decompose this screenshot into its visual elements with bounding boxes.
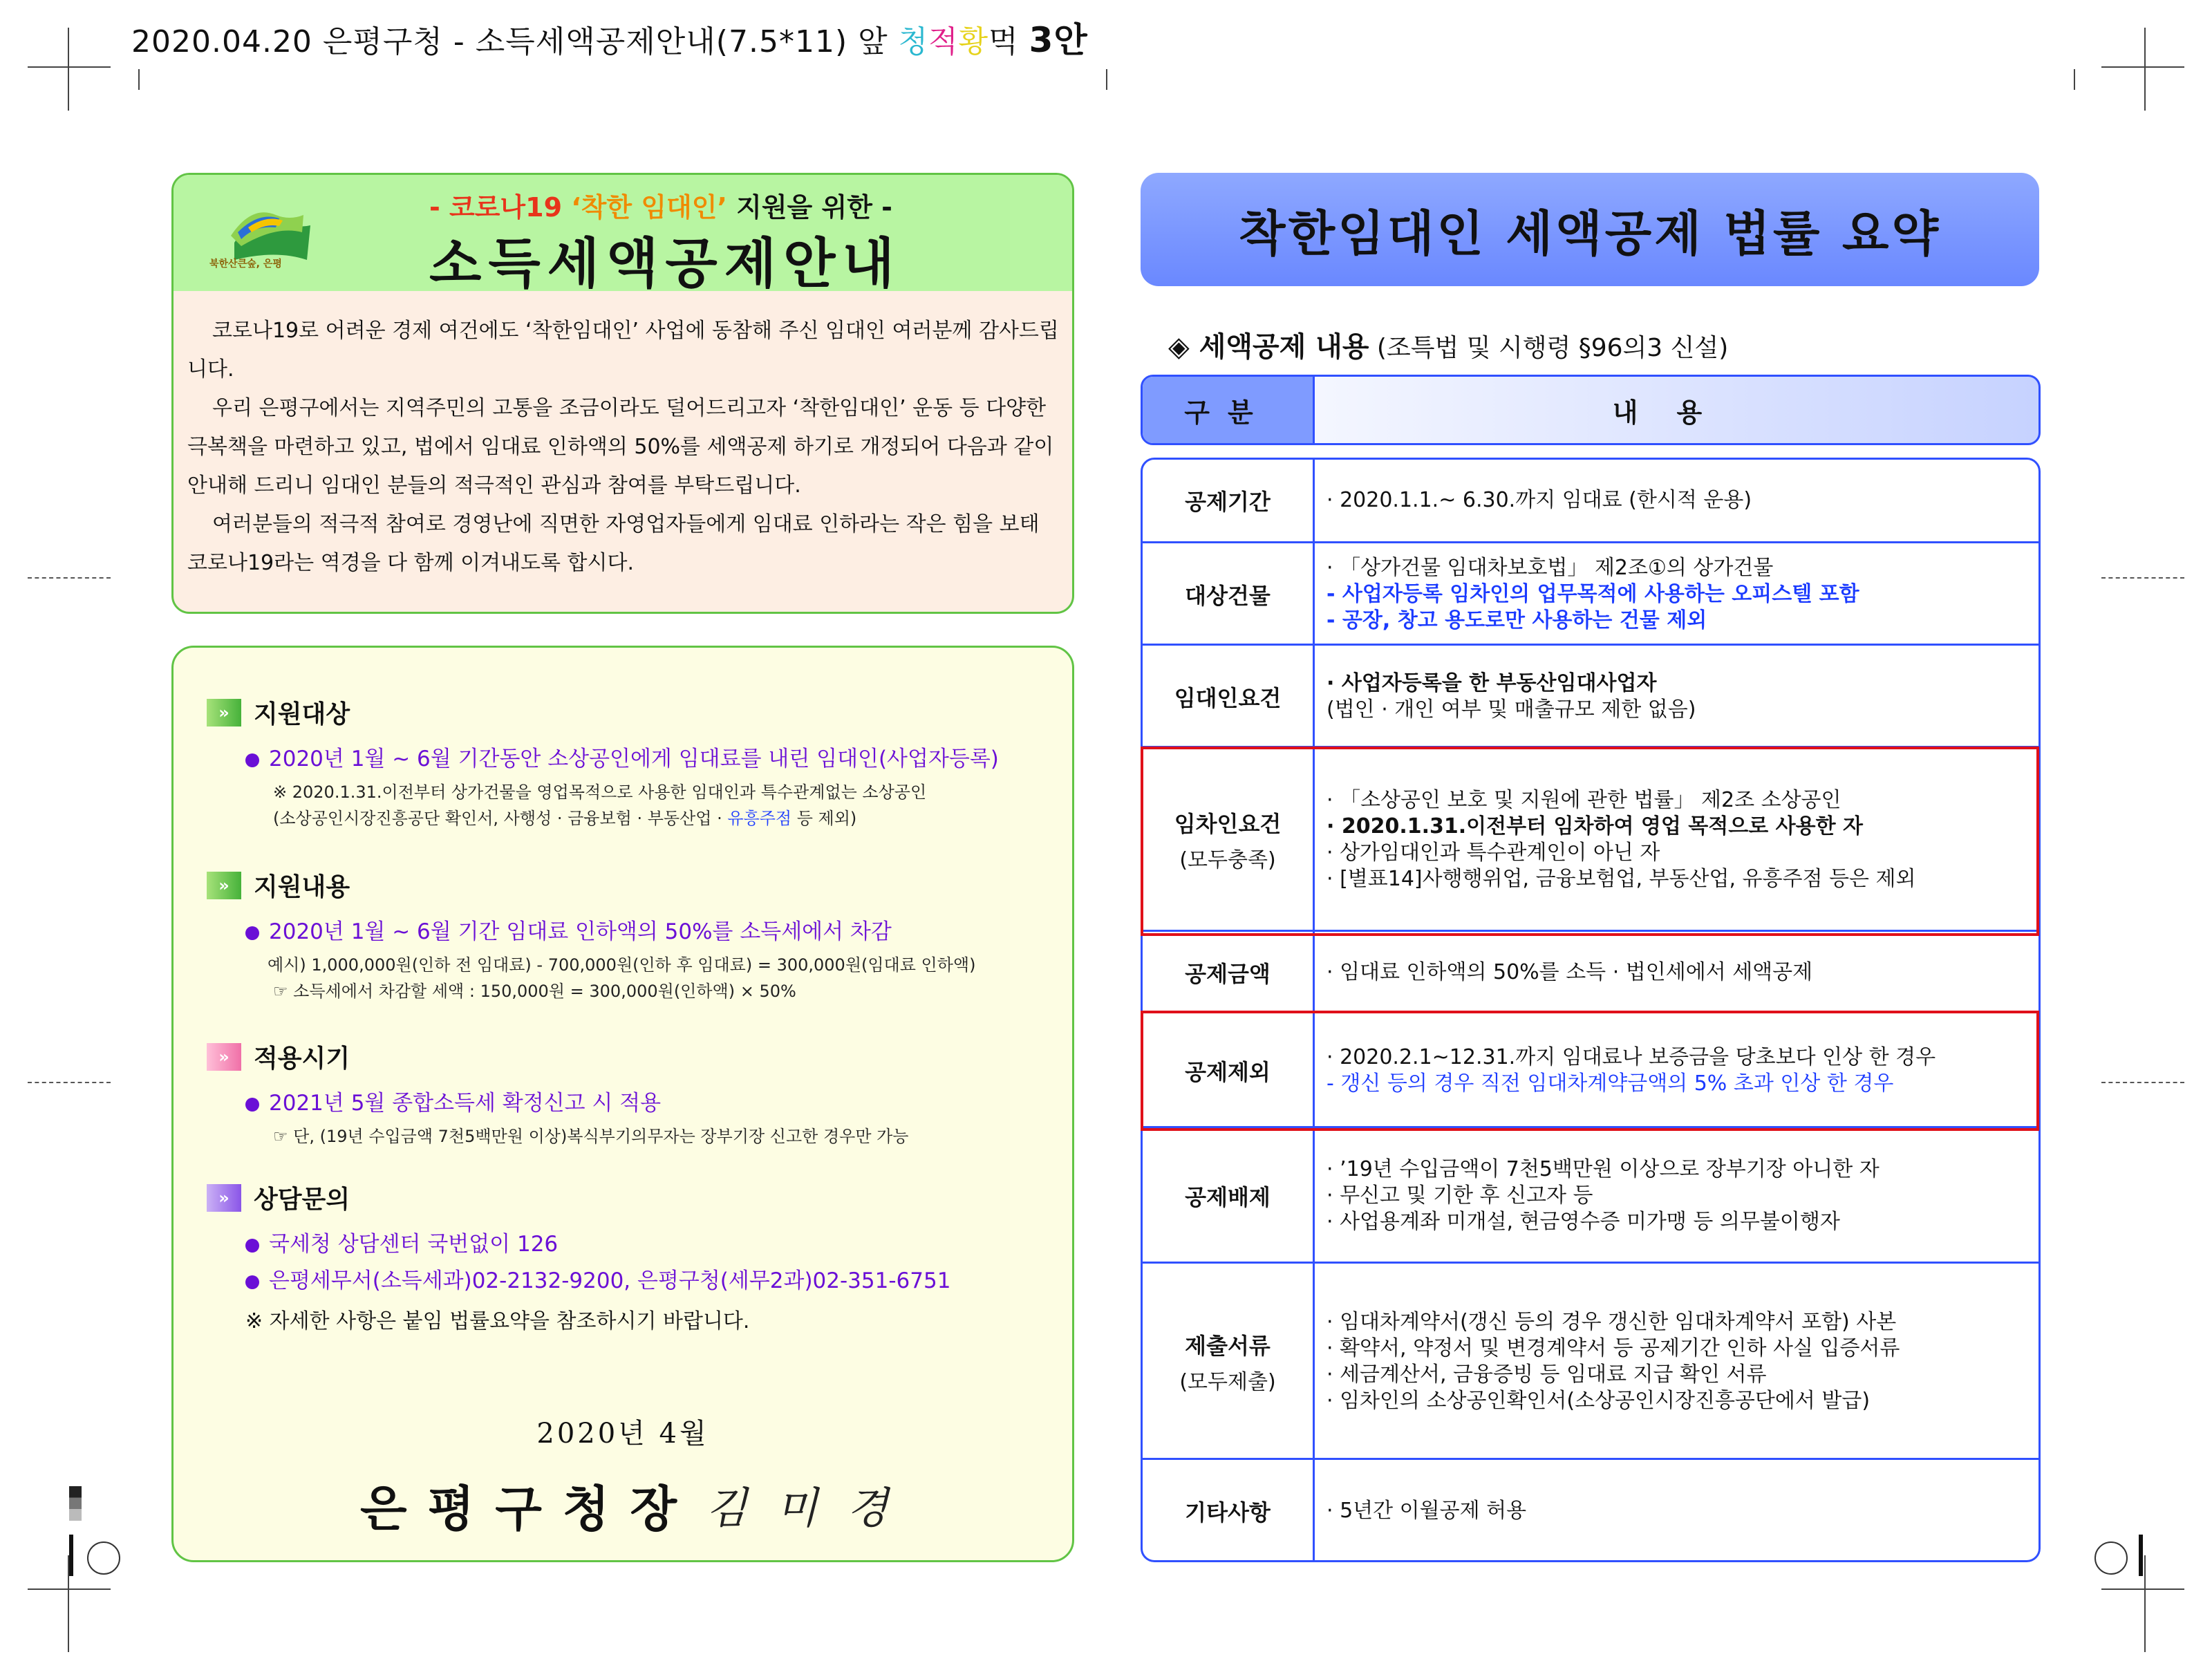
- row-line: · 임차인의 소상공인확인서(소상공인시장진흥공단에서 발급): [1327, 1389, 1871, 1413]
- note-part: 등 제외): [796, 809, 857, 828]
- section-label-text: ◈ 세액공제 내용: [1168, 331, 1369, 363]
- row-line: · 「상가건물 임대차보호법」 제2조①의 상가건물: [1327, 556, 1774, 580]
- header-color-yellow: 황: [958, 24, 989, 59]
- row-line: · 「소상공인 보호 및 지원에 관한 법률」 제2조 소상공인: [1327, 788, 1841, 812]
- header-color-black: 먹: [988, 24, 1019, 59]
- bullet-text: 2020년 1월 ~ 6월 기간동안 소상공인에게 임대료를 내린 임대인(사업자등록): [269, 747, 999, 771]
- bullet-dot-icon: [245, 926, 259, 940]
- row-line: · 임대차계약서(갱신 등의 경우 갱신한 임대차계약서 포함) 사본: [1327, 1310, 1897, 1334]
- row-line: · 무신고 및 기한 후 신고자 등: [1327, 1183, 1593, 1208]
- row-label-sub: (모두충족): [1179, 848, 1276, 872]
- row-label: [1143, 543, 1315, 646]
- intro-box: [171, 173, 1074, 614]
- logo-text: 북한산큰숲, 은평: [209, 259, 282, 270]
- section-title: 적용시기: [254, 1044, 350, 1073]
- row-label-text: 공제금액: [1185, 961, 1271, 987]
- table-row: [1143, 460, 2038, 541]
- signature: 김미경: [706, 1483, 917, 1533]
- support-info-box: [171, 646, 1074, 1562]
- table-row: [1143, 930, 2038, 1013]
- row-label-text: 제출서류: [1185, 1333, 1271, 1359]
- row-line: · ’19년 수입금액이 7천5백만원 이상으로 장부기장 아니한 자: [1327, 1157, 1880, 1181]
- row-label: [1143, 1128, 1315, 1264]
- intro-subtitle: [429, 186, 892, 224]
- law-summary-title-bar: [1141, 173, 2039, 286]
- chevron-right-icon: »: [207, 872, 241, 899]
- intro-paragraph: 우리 은평구에서는 지역주민의 고통을 조금이라도 덜어드리고자 ‘착한임대인’ 운동 등 다양한 극복책을 마련하고 있고, 법에서 임대료 인하액의 50%를 세액공제 하기로 개정되어 다음과 같이 안내해 드리니 임대인 분들의 적극적인 관심과 참여를 부탁드립니다.: [187, 396, 1054, 498]
- row-label-sub: (모두제출): [1179, 1370, 1276, 1394]
- law-summary-title: 착한임대인 세액공제 법률 요약: [1238, 205, 1942, 262]
- row-content: [1327, 1460, 2032, 1562]
- highlight-box-tenant-requirements: [1141, 747, 2039, 936]
- subtitle-highlight: ‘착한 임대인’: [571, 192, 727, 223]
- row-line: · 세금계산서, 금융증빙 등 임대료 지급 확인 서류: [1327, 1362, 1767, 1387]
- section-title: 상담문의: [254, 1185, 350, 1214]
- row-label-text: 임대인요건: [1174, 685, 1282, 711]
- row-label: [1143, 460, 1315, 541]
- row-line: - 갱신 등의 경우 직전 임대차계약금액의 5% 초과 인상 한 경우: [1327, 1071, 1894, 1096]
- table-row: [1143, 1262, 2038, 1460]
- row-content: [1327, 543, 2032, 646]
- bullet-text: 국세청 상담센터 국번없이 126: [269, 1232, 559, 1257]
- row-label: [1143, 1460, 1315, 1562]
- row-label-text: 공제제외: [1185, 1059, 1271, 1085]
- row-label: [1143, 646, 1315, 748]
- table-row: [1143, 1458, 2038, 1562]
- chevron-right-icon: »: [207, 1043, 241, 1071]
- row-label: [1143, 1264, 1315, 1460]
- row-line: - 사업자등록 임차인의 업무목적에 사용하는 오피스텔 포함: [1327, 582, 1859, 606]
- note-text: 예시) 1,000,000원(인하 전 임대료) - 700,000원(인하 후 임대료) = 300,000원(임대료 인하액): [268, 955, 976, 975]
- column-header-category: 구분: [1143, 377, 1313, 443]
- bullet-text: 은평세무서(소득세과)02-2132-9200, 은평구청(세무2과)02-351-6751: [269, 1268, 951, 1293]
- row-content: [1327, 646, 2032, 748]
- row-label-text: 기타사항: [1185, 1499, 1271, 1526]
- row-content: [1327, 932, 2032, 1013]
- row-label-text: 공제기간: [1185, 489, 1271, 515]
- page-title: 소득세액공제안내: [429, 233, 901, 295]
- section-label: [1168, 325, 1728, 364]
- print-header: [131, 12, 1088, 62]
- row-line: · 사업용계좌 미개설, 현금영수증 미가맹 등 의무불이행자: [1327, 1210, 1840, 1234]
- header-version: 3안: [1029, 20, 1088, 60]
- note-part: (소상공인시장진흥공단 확인서, 사행성 · 금융보험 · 부동산업 ·: [273, 809, 722, 828]
- row-line: · 5년간 이월공제 허용: [1327, 1499, 1527, 1523]
- note-text: ※ 자세한 사항은 붙임 법률요약을 참조하시기 바랍니다.: [245, 1309, 750, 1333]
- table-row: [1143, 644, 2038, 748]
- section-content: [207, 868, 1050, 1003]
- chevron-right-icon: »: [207, 699, 241, 727]
- note-part-highlight: 유흥주점: [727, 809, 792, 828]
- row-content: [1327, 1128, 2032, 1264]
- header-color-magenta: 적: [928, 24, 959, 59]
- row-label: [1143, 932, 1315, 1013]
- row-content: [1327, 1264, 2032, 1460]
- intro-paragraphs: [187, 312, 1061, 583]
- row-label-text: 대상건물: [1185, 583, 1271, 609]
- bullet-text: 2021년 5월 종합소득세 확정신고 시 적용: [269, 1091, 662, 1116]
- row-line: (법인 · 개인 여부 및 매출규모 제한 없음): [1327, 697, 1696, 722]
- note-text: ☞ 단, (19년 수입금액 7천5백만원 이상)복식부기의무자는 장부기장 신고한 경우만 가능: [273, 1127, 909, 1146]
- intro-paragraph: 코로나19로 어려운 경제 여건에도 ‘착한임대인’ 사업에 동참해 주신 임대인 여러분께 감사드립니다.: [187, 319, 1059, 382]
- row-line: · 상가임대인과 특수관계인이 아닌 자: [1327, 841, 1660, 865]
- row-line: · 임대료 인하액의 50%를 소득 · 법인세에서 세액공제: [1327, 960, 1813, 984]
- note-text: ※ 2020.1.31.이전부터 상가건물을 영업목적으로 사용한 임대인과 특수관계없는 소상공인: [273, 782, 927, 802]
- table-header: [1141, 375, 2041, 445]
- section-reference: (조특법 및 시행령 §96의3 신설): [1376, 334, 1729, 362]
- issue-date: 2020년 4월: [536, 1418, 709, 1450]
- section-target: [207, 695, 1050, 830]
- table-row: [1143, 541, 2038, 646]
- row-line: · 확약서, 약정서 및 변경계약서 등 공제기간 인하 사실 입증서류: [1327, 1336, 1900, 1360]
- row-line: · [별표14]사행행위업, 금융보험업, 부동산업, 유흥주점 등은 제외: [1327, 867, 1916, 891]
- subtitle-pre: - 코로나19: [429, 192, 563, 223]
- intro-header: [174, 175, 1072, 295]
- column-header-content: 내용: [1313, 377, 2038, 443]
- bullet-dot-icon: [245, 753, 259, 767]
- bullet-text: 2020년 1월 ~ 6월 기간 임대료 인하액의 50%를 소득세에서 차감: [269, 919, 892, 944]
- bullet-dot-icon: [245, 1098, 259, 1112]
- header-color-cyan: 청: [898, 24, 929, 59]
- intro-paragraph: 여러분들의 적극적 참여로 경영난에 직면한 자영업자들에게 임대료 인하라는 작은 힘을 보태 코로나19라는 역경을 다 함께 이겨내도록 합시다.: [187, 512, 1040, 575]
- highlight-box-deduction-exclusion: [1141, 1011, 2039, 1131]
- row-label-text: 임차인요건: [1174, 811, 1282, 837]
- chevron-right-icon: »: [207, 1184, 241, 1212]
- row-line: · 사업자등록을 한 부동산임대사업자: [1327, 671, 1657, 695]
- row-content: [1327, 460, 2032, 541]
- law-summary-table: [1141, 458, 2041, 1562]
- row-line: · 2020.1.31.이전부터 임차하여 영업 목적으로 사용한 자: [1327, 814, 1864, 838]
- header-prefix: 2020.04.20 은평구청 - 소득세액공제안내(7.5*11) 앞: [131, 24, 888, 59]
- row-line: · 2020.1.1.~ 6.30.까지 임대료 (한시적 운용): [1327, 488, 1752, 512]
- table-row: [1143, 1126, 2038, 1264]
- section-apply: [207, 1039, 1050, 1148]
- row-line: - 공장, 창고 용도로만 사용하는 건물 제외: [1327, 608, 1707, 632]
- subtitle-post: 지원을 위한 -: [736, 192, 892, 223]
- bullet-dot-icon: [245, 1239, 259, 1253]
- section-title: 지원대상: [254, 700, 350, 729]
- row-label-text: 공제배제: [1185, 1184, 1271, 1210]
- section-contact: [207, 1180, 1050, 1334]
- row-line: · 2020.2.1~12.31.까지 임대료나 보증금을 당초보다 인상 한 경우: [1327, 1045, 1936, 1069]
- bullet-dot-icon: [245, 1275, 259, 1289]
- note-text: ☞ 소득세에서 차감할 세액 : 150,000원 = 300,000원(인하액) × 50%: [273, 982, 796, 1001]
- section-title: 지원내용: [254, 873, 350, 901]
- note-text: [273, 807, 1050, 830]
- signer-title: 은평구청장: [360, 1480, 698, 1537]
